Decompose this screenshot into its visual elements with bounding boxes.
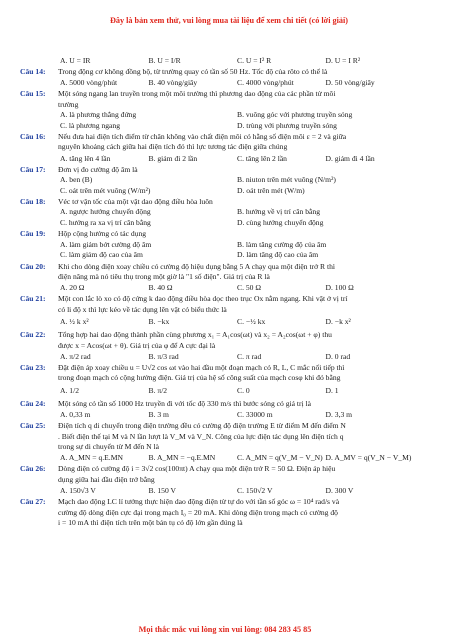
question-text: Tổng hợp hai dao động thành phần cùng phương x₁ = A₁cos(ωt) và x₂ = A₂cos(ωt + φ) thu bbox=[58, 330, 332, 340]
question-text: Véc tơ vận tốc của một vật dao động điều hòa luôn bbox=[58, 197, 213, 207]
option-d: D. làm tăng độ cao của âm bbox=[237, 250, 319, 260]
question-26 bbox=[20, 464, 414, 496]
question-text-cont-2: i = 10 mA thì điện tích trên một bản tụ có độ lớn gần đúng là bbox=[58, 518, 243, 527]
question-number: Câu 22: bbox=[20, 330, 46, 340]
question-21 bbox=[20, 294, 414, 329]
question-text-cont: trong đoạn mạch có cộng hưởng điện. Giá trị của hệ số công suất của mạch cosφ khi đó bằng bbox=[58, 373, 341, 383]
option-c: C. 33000 m bbox=[237, 410, 273, 420]
question-text-cont: điện năng mà nó tiêu thụ trong một giờ là "1 số điện". Giá trị của R là bbox=[58, 271, 270, 281]
options-q13 bbox=[44, 55, 414, 66]
option-a: A. A_MN = q.E.MN bbox=[60, 453, 123, 463]
question-number: Câu 26: bbox=[20, 464, 46, 474]
option-d: D. −k x² bbox=[325, 317, 351, 327]
option-b: B. π/2 bbox=[148, 385, 168, 395]
question-17 bbox=[20, 164, 414, 196]
question-text: Đơn vị đo cường độ âm là bbox=[58, 164, 138, 174]
option-d: D. A_MV = q(V_N − V_M) bbox=[325, 453, 412, 463]
option-c: C. làm giảm độ cao của âm bbox=[60, 250, 143, 260]
option-b: B. vuông góc với phương truyền sóng bbox=[237, 110, 353, 120]
option-c: C. −½ kx bbox=[237, 317, 266, 327]
option-b: B. U = I/R bbox=[148, 56, 181, 65]
option-d: D. cùng hướng chuyển động bbox=[237, 217, 324, 227]
option-b: B. làm tăng cường độ của âm bbox=[237, 239, 327, 249]
question-text-cont: nguyên khoảng cách giữa hai điện tích đó thì lực tương tác điện giữa chúng bbox=[58, 142, 288, 152]
question-text-cont: cường độ dòng điện cực đại trong mạch I₀ = 20 mA. Khi dòng điện trong mạch có cường độ bbox=[58, 507, 338, 517]
question-number: Câu 25: bbox=[20, 421, 46, 431]
option-d: D. trùng với phương truyền sóng bbox=[237, 120, 337, 130]
question-text-cont: dụng giữa hai đầu điện trở bằng bbox=[58, 474, 155, 484]
question-text-cont-2: trong sự di chuyển từ M đến N là bbox=[58, 441, 160, 451]
question-text-cont: . Biết điện thế tại M và N lần lượt là V_M và V_N. Công của lực điện tác dụng lên điện tích q bbox=[58, 431, 344, 441]
option-a: A. ngược hướng chuyển động bbox=[60, 207, 151, 217]
question-number: Câu 23: bbox=[20, 362, 46, 372]
question-number: Câu 21: bbox=[20, 294, 46, 304]
option-c: C. U = I² R bbox=[237, 56, 272, 65]
question-text: Trong động cơ không đồng bộ, từ trường quay có tần số 50 Hz. Tốc độ của rôto có thể là bbox=[58, 67, 328, 76]
option-d: D. 0 rad bbox=[325, 351, 351, 361]
option-c: C. hướng ra xa vị trí cân bằng bbox=[60, 217, 151, 227]
option-d: D. 100 Ω bbox=[325, 283, 354, 293]
question-number: Câu 18: bbox=[20, 197, 46, 207]
question-text: Khi cho dòng điện xoay chiều có cường độ hiệu dụng bằng 5 A chạy qua một điện trở R thì bbox=[58, 261, 336, 271]
question-number: Câu 14: bbox=[20, 67, 46, 76]
option-c: C. 0 bbox=[237, 385, 250, 395]
question-14 bbox=[20, 67, 414, 88]
option-a: A. π/2 rad bbox=[60, 351, 91, 361]
option-a: A. U = IR bbox=[60, 56, 91, 65]
option-d: D. 1 bbox=[325, 385, 339, 395]
option-a: A. 0,33 m bbox=[60, 410, 91, 420]
option-b: B. 40 vòng/giây bbox=[148, 78, 198, 88]
question-number: Câu 20: bbox=[20, 261, 46, 271]
option-d: D. U = I R² bbox=[325, 56, 361, 65]
contact-footer: Mọi thắc mắc vui lòng xin vui lòng: 084 283 45 85 bbox=[138, 625, 312, 634]
question-number: Câu 17: bbox=[20, 164, 46, 174]
option-d: D. 3,3 m bbox=[325, 410, 353, 420]
option-a: A. ben (B) bbox=[60, 175, 93, 185]
option-c: C. π rad bbox=[237, 351, 262, 361]
option-c: C. 50 Ω bbox=[237, 283, 261, 293]
option-c: C. là phương ngang bbox=[60, 120, 121, 130]
option-b: B. −kx bbox=[148, 317, 170, 327]
option-b: B. hướng về vị trí cân bằng bbox=[237, 207, 320, 217]
option-a: A. làm giảm bớt cường độ âm bbox=[60, 239, 152, 249]
question-number: Câu 24: bbox=[20, 398, 46, 408]
question-text: Một sóng có tần số 1000 Hz truyền đi với tốc độ 330 m/s thì bước sóng có giá trị là bbox=[58, 398, 312, 408]
question-22 bbox=[20, 330, 414, 362]
question-number: Câu 27: bbox=[20, 497, 46, 507]
question-number: Câu 19: bbox=[20, 229, 46, 239]
question-number: Câu 15: bbox=[20, 89, 46, 99]
question-text: Điện tích q di chuyển trong điện trường đều có cường độ điện trường E từ điểm M đến điểm N bbox=[58, 421, 346, 431]
option-a: A. 5000 vòng/phút bbox=[60, 78, 118, 88]
question-18 bbox=[20, 197, 414, 228]
option-a: A. 150√3 V bbox=[60, 486, 96, 496]
question-text: Nếu đưa hai điện tích điểm từ chân không vào chất điện môi có hằng số điện môi ε = 2 và giữa bbox=[58, 132, 347, 142]
option-c: C. oát trên mét vuông (W/m²) bbox=[60, 185, 151, 195]
option-a: A. 1/2 bbox=[60, 385, 79, 395]
question-27 bbox=[20, 497, 414, 528]
option-b: B. A_MN = −q.E.MN bbox=[148, 453, 216, 463]
option-a: A. tăng lên 4 lần bbox=[60, 153, 111, 163]
question-text-cont: được x = Acos(ωt + θ). Giá trị của φ để A cực đại là bbox=[58, 340, 216, 350]
option-d: D. 50 vòng/giây bbox=[325, 78, 375, 88]
question-19 bbox=[20, 229, 414, 260]
question-24 bbox=[20, 398, 414, 420]
question-text: Mạch dao động LC lí tưởng thực hiện dao động điện từ tự do với tần số góc ω = 10⁴ rad/s và bbox=[58, 497, 340, 507]
option-c: C. 150√2 V bbox=[237, 486, 273, 496]
option-d: D. oát trên mét (W/m) bbox=[237, 185, 305, 195]
question-text: Đặt điện áp xoay chiều u = U√2 cos ωt vào hai đầu một đoạn mạch có R, L, C mắc nối tiếp thì bbox=[58, 362, 345, 372]
question-number: Câu 16: bbox=[20, 132, 46, 142]
option-a: A. 20 Ω bbox=[60, 283, 85, 293]
question-text: Dòng điện có cường độ i = 3√2 cos(100πt) A chạy qua một điện trở R = 50 Ω. Điện áp hiệu bbox=[58, 464, 336, 474]
question-23 bbox=[20, 362, 414, 398]
question-text-cont: trường bbox=[58, 99, 79, 109]
option-b: B. giảm đi 2 lần bbox=[148, 153, 198, 163]
question-text: Một sóng ngang lan truyền trong một môi trường thì phương dao động của các phần tử môi bbox=[58, 89, 336, 99]
option-b: B. 3 m bbox=[148, 410, 169, 420]
question-text: Hộp cộng hưởng có tác dụng bbox=[58, 229, 147, 239]
question-15 bbox=[20, 89, 414, 131]
option-a: A. ½ k x² bbox=[60, 317, 89, 327]
question-20 bbox=[20, 261, 414, 294]
option-b: B. 40 Ω bbox=[148, 283, 173, 293]
preview-banner: Đây là bản xem thử, vui lòng mua tài liệu để xem chi tiết (có lời giải) bbox=[109, 16, 348, 25]
question-text: Một con lắc lò xo có độ cứng k dao động điều hòa dọc theo trục Ox nằm ngang. Khi vật ở vị trí bbox=[58, 294, 348, 304]
question-text-cont: có li độ x thì lực kéo về tác dụng lên vật có biểu thức là bbox=[58, 304, 227, 314]
option-b: B. π/3 rad bbox=[148, 351, 179, 361]
option-c: C. A_MN = q(V_M − V_N) bbox=[237, 453, 323, 463]
option-d: D. giảm đi 4 lần bbox=[325, 153, 375, 163]
question-25 bbox=[20, 421, 414, 463]
option-d: D. 300 V bbox=[325, 486, 354, 496]
option-c: C. tăng lên 2 lần bbox=[237, 153, 287, 163]
option-b: B. 150 V bbox=[148, 486, 176, 496]
question-16 bbox=[20, 132, 414, 164]
option-c: C. 4000 vòng/phút bbox=[237, 78, 294, 88]
option-b: B. niuton trên mét vuông (N/m²) bbox=[237, 175, 336, 185]
option-a: A. là phương thẳng đứng bbox=[60, 110, 137, 120]
